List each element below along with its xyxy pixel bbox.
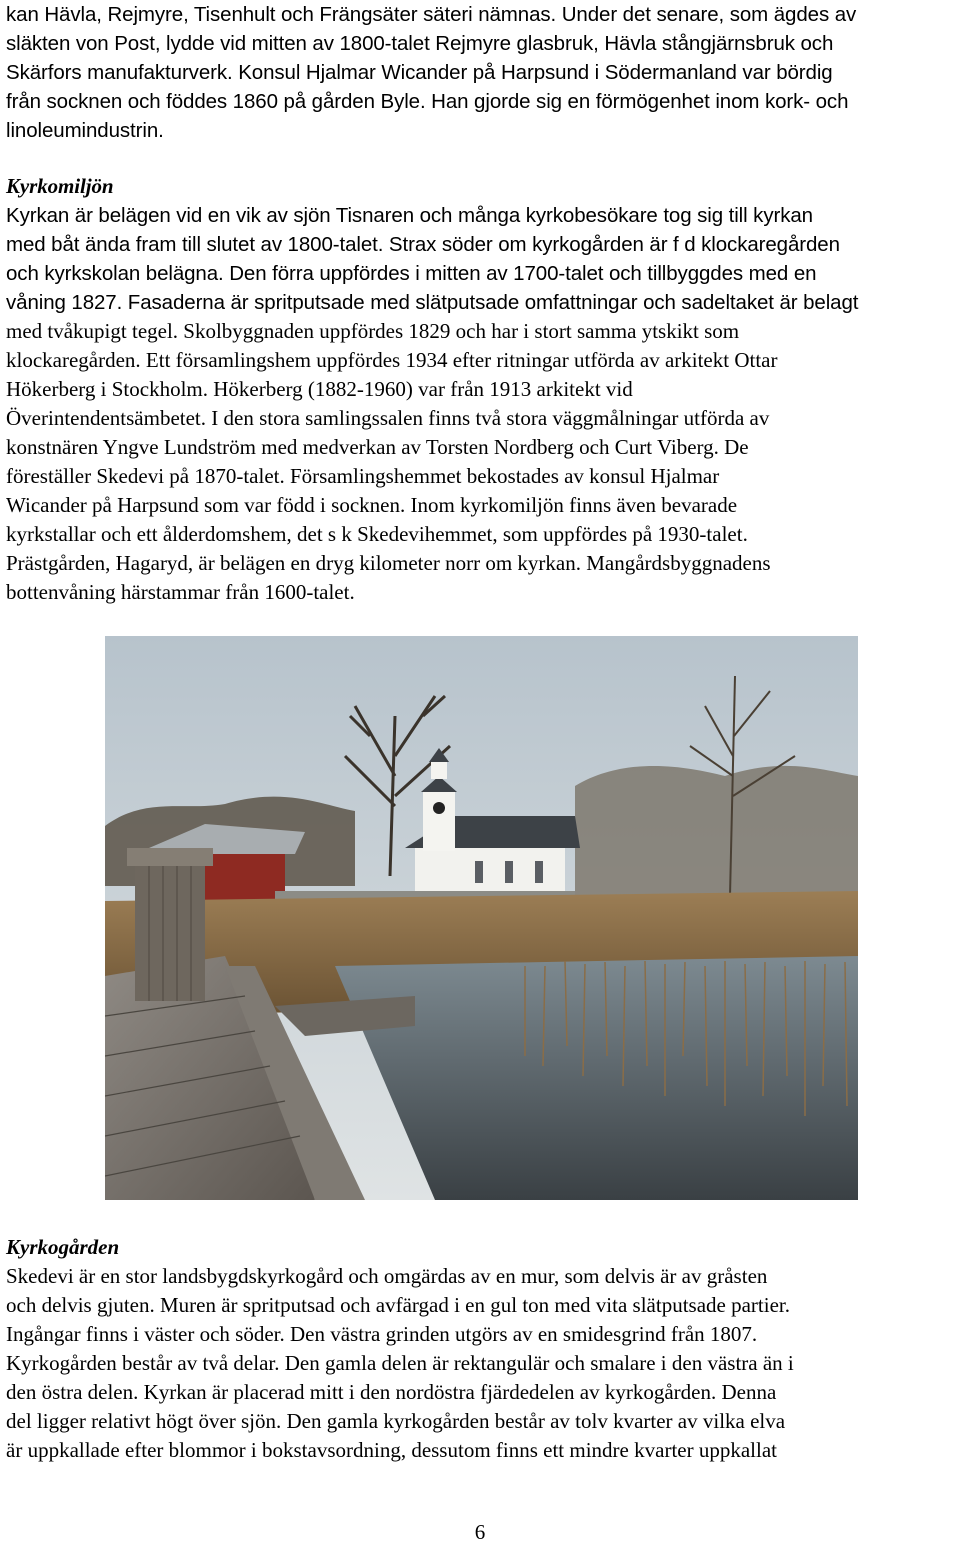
church-lake-photo [105, 636, 858, 1200]
kyrkogarden-line: Kyrkogården består av två delar. Den gamla delen är rektangulär och smalare i den västra än i [6, 1351, 794, 1375]
intro-line: från socknen och föddes 1860 på gården Byle. Han gjorde sig en förmögenhet inom kork- och [6, 90, 849, 113]
wooden-post [135, 861, 205, 1001]
kyrkomiljon-line: och kyrkskolan belägna. Den förra uppfördes i mitten av 1700-talet och tillbyggdes med en [6, 262, 817, 285]
kyrkogarden-section [6, 1233, 956, 1465]
intro-line: Skärfors manufakturverk. Konsul Hjalmar Wicander på Harpsund i Södermanland var bördig [6, 61, 833, 84]
kyrkogarden-heading: Kyrkogården [6, 1235, 120, 1259]
kyrkomiljon-line: Kyrkan är belägen vid en vik av sjön Tisnaren och många kyrkobesökare tog sig till kyrkan [6, 204, 813, 227]
kyrkomiljon-line: föreställer Skedevi på 1870-talet. Församlingshemmet bekostades av konsul Hjalmar [6, 464, 720, 488]
kyrkomiljon-line: Wicander på Harpsund som var född i socknen. Inom kyrkomiljön finns även bevarade [6, 493, 738, 517]
kyrkogarden-line: den östra delen. Kyrkan är placerad mitt i den nordöstra fjärdedelen av kyrkogården. Denna [6, 1380, 777, 1404]
tower-lantern [431, 761, 447, 779]
kyrkogarden-line: är uppkallade efter blommor i bokstavsordning, dessutom finns ett mindre kvarter uppkallat [6, 1438, 777, 1462]
church-photo-illustration [105, 636, 858, 1200]
tree-line-right [575, 766, 858, 906]
church-clock [433, 802, 445, 814]
kyrkomiljon-line: våning 1827. Fasaderna är spritputsade med slätputsade omfattningar och sadeltaket är belagt [6, 291, 859, 314]
kyrkomiljon-section [6, 172, 956, 607]
kyrkogarden-line: del ligger relativt högt över sjön. Den gamla kyrkogården består av tolv kvarter av vilka elva [6, 1409, 786, 1433]
church-tower [423, 791, 455, 851]
intro-line: kan Hävla, Rejmyre, Tisenhult och Frängsäter säteri nämnas. Under det senare, som ägdes av [6, 3, 857, 26]
page-number: 6 [474, 1520, 486, 1544]
intro-line: linoleumindustrin. [6, 119, 164, 142]
kyrkomiljon-line: Prästgården, Hagaryd, är belägen en dryg kilometer norr om kyrkan. Mangårdsbyggnadens [6, 551, 771, 575]
kyrkomiljon-line: Överintendentsämbetet. I den stora samlingssalen finns två stora väggmålningar utförda av [6, 406, 770, 430]
kyrkomiljon-line: kyrkstallar och ett ålderdomshem, det s k Skedevihemmet, som uppfördes på 1930-talet. [6, 522, 748, 546]
intro-line: släkten von Post, lydde vid mitten av 1800-talet Rejmyre glasbruk, Hävla stångjärnsbruk och [6, 32, 834, 55]
kyrkomiljon-line: klockaregården. Ett församlingshem uppfördes 1934 efter ritningar utförda av arkitekt Ottar [6, 348, 778, 372]
kyrkomiljon-heading: Kyrkomiljön [6, 174, 114, 198]
kyrkomiljon-line: konstnären Yngve Lundström med medverkan av Torsten Nordberg och Curt Viberg. De [6, 435, 749, 459]
kyrkogarden-line: Skedevi är en stor landsbygdskyrkogård och omgärdas av en mur, som delvis är av gråsten [6, 1264, 768, 1288]
wooden-post-top [127, 848, 213, 866]
kyrkomiljon-line: med båt ända fram till slutet av 1800-talet. Strax söder om kyrkogården är f d klockaregården [6, 233, 840, 256]
kyrkomiljon-line: Hökerberg i Stockholm. Hökerberg (1882-1960) var från 1913 arkitekt vid [6, 377, 633, 401]
kyrkomiljon-line: med tvåkupigt tegel. Skolbyggnaden uppfördes 1829 och har i stort samma ytskikt som [6, 319, 740, 343]
kyrkomiljon-line: bottenvåning härstammar från 1600-talet. [6, 580, 355, 604]
kyrkogarden-line: och delvis gjuten. Muren är spritputsad och avfärgad i en gul ton med vita slätputsade partier. [6, 1293, 790, 1317]
intro-paragraph [6, 0, 956, 145]
kyrkogarden-line: Ingångar finns i väster och söder. Den västra grinden utgörs av en smidesgrind från 1807. [6, 1322, 758, 1346]
